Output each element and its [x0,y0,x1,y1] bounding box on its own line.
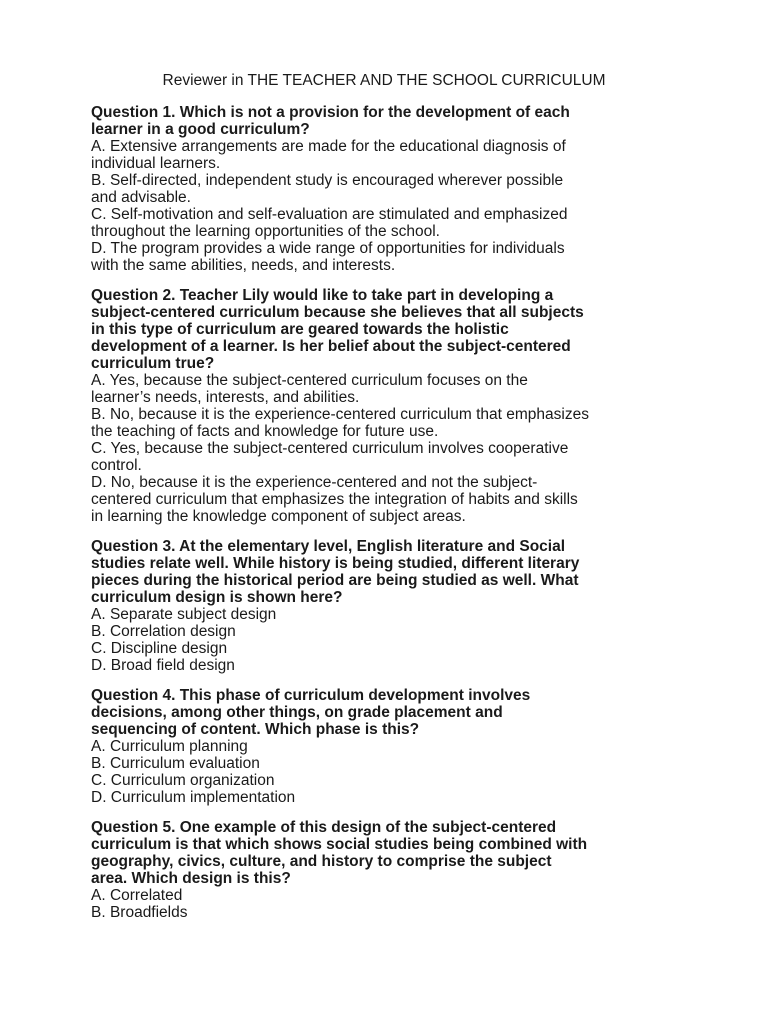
question-text: Question 2. Teacher Lily would like to take part in developing a subject-centered curriculum because she believes that all subjects in this type of curriculum are geared towards the holistic development of a learner. Is her belief about the subject-centered curriculum true? [91,287,584,372]
option-b: B. Self-directed, independent study is encouraged wherever possible and advisable. [91,172,564,206]
option-d: D. The program provides a wide range of opportunities for individuals with the same abilities, needs, and interests. [91,240,565,274]
option-a: A. Extensive arrangements are made for the educational diagnosis of individual learners. [91,138,566,172]
option-a: A. Yes, because the subject-centered curriculum focuses on the learner’s needs, interests, and abilities. [91,372,528,406]
option-b: B. Curriculum evaluation [91,755,260,772]
question-list [91,104,691,934]
question-text: Question 1. Which is not a provision for the development of each learner in a good curriculum? [91,104,570,138]
question-5 [91,819,691,921]
option-a: A. Curriculum planning [91,738,248,755]
option-b: B. Broadfields [91,904,188,921]
question-4 [91,687,691,806]
option-a: A. Correlated [91,887,183,904]
question-text: Question 4. This phase of curriculum development involves decisions, among other things, on grade placement and sequencing of content. Which phase is this? [91,687,531,738]
question-3 [91,538,691,674]
option-d: D. Broad field design [91,657,235,674]
option-b: B. Correlation design [91,623,236,640]
option-c: C. Self-motivation and self-evaluation are stimulated and emphasized throughout the learning opportunities of the school. [91,206,568,240]
document-title: Reviewer in THE TEACHER AND THE SCHOOL CURRICULUM [162,72,606,89]
option-d: D. Curriculum implementation [91,789,296,806]
question-text: Question 3. At the elementary level, English literature and Social studies relate well. While history is being studied, different literary pieces during the historical period are being studied as well. What curriculum design is shown here? [91,538,580,606]
question-2 [91,287,691,525]
option-c: C. Discipline design [91,640,228,657]
option-c: C. Yes, because the subject-centered curriculum involves cooperative control. [91,440,569,474]
question-1 [91,104,691,274]
question-text: Question 5. One example of this design of the subject-centered curriculum is that which shows social studies being combined with geography, civics, culture, and history to comprise the subject area. Which design is this? [91,819,588,887]
option-b: B. No, because it is the experience-centered curriculum that emphasizes the teaching of facts and knowledge for future use. [91,406,589,440]
option-c: C. Curriculum organization [91,772,275,789]
option-a: A. Separate subject design [91,606,277,623]
option-d: D. No, because it is the experience-centered and not the subject- centered curriculum that emphasizes the integration of habits and skills in learning the knowledge component of subject areas. [91,474,578,525]
